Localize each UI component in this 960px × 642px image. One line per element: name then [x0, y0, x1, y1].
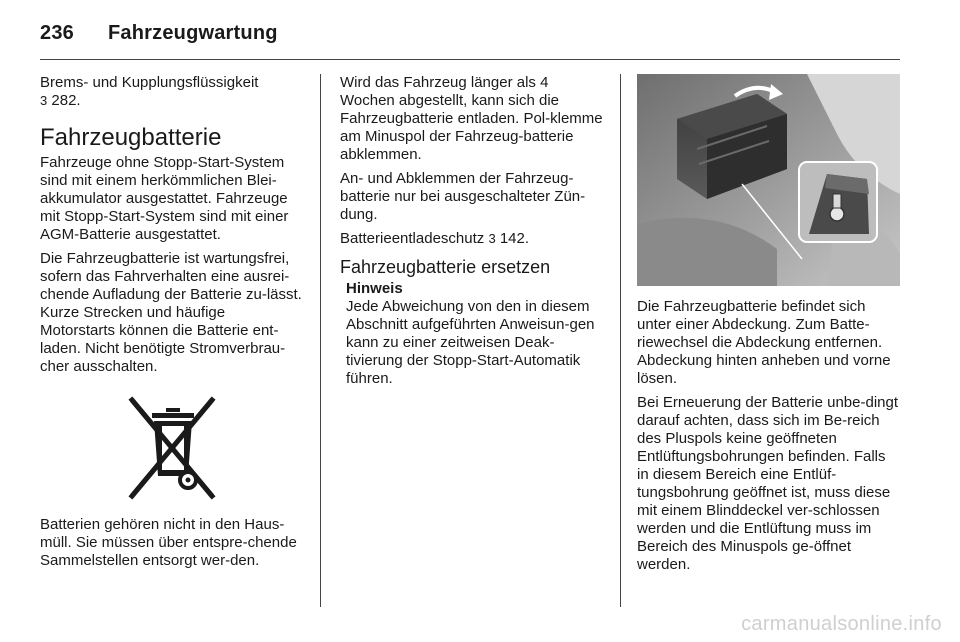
- reference-page: 142.: [499, 230, 530, 247]
- paragraph-disposal: Batterien gehören nicht in den Haus-müll. Sie müssen über entspre-chende Sammelstellen entsorgt wer-den.: [40, 516, 297, 569]
- subsection-heading: Fahrzeugbatterie ersetzen: [340, 257, 551, 277]
- section-heading: Fahrzeugbatterie: [40, 124, 222, 151]
- paragraph-long-storage: Wird das Fahrzeug länger als 4 Wochen abgestellt, kann sich die Fahrzeugbatterie entladen. Pol-klemme am Minuspol der Fahrzeug-batterie abklemmen.: [340, 74, 603, 163]
- battery-cover-photo: [637, 74, 900, 286]
- reference-page: 282.: [51, 92, 81, 109]
- paragraph-vent-holes: Bei Erneuerung der Batterie unbe-dingt darauf achten, dass sich im Be-reich des Pluspols keine geöffneten Entlüftungsbohrungen befinden. Falls in diesem Bereich eine Entlüf-tungsbohrung geöffnet ist, muss diese mit einem Blinddeckel ver-schlossen werden und die Entlüftung muss im Bereich des Minuspols ge-öffnet werden.: [637, 394, 899, 573]
- cross-reference-brake-fluid: [40, 74, 303, 110]
- reference-arrow-icon: 3: [40, 93, 48, 108]
- note-text: Jede Abweichung von den in diesem Abschnitt aufgeführten Anweisun-gen kann zu einer zeitweisen Deak-tivierung der Stopp-Start-Automatik führen.: [346, 298, 595, 387]
- note-box: [340, 280, 604, 388]
- column-2: [340, 74, 604, 388]
- watermark: carmanualsonline.info: [741, 613, 942, 635]
- paragraph-cover-removal: Die Fahrzeugbatterie befindet sich unter einer Abdeckung. Zum Batte-riewechsel die Abdeckung entfernen. Abdeckung hinten anheben und vorne lösen.: [637, 298, 891, 387]
- column-divider-1: [320, 74, 321, 607]
- note-title: Hinweis: [346, 280, 403, 297]
- cross-reference-discharge-protection: [340, 230, 604, 248]
- paragraph-maintenance-free: Die Fahrzeugbatterie ist wartungsfrei, sofern das Fahrverhalten eine ausrei-chende Aufladung der Batterie zu-lässt. Kurze Strecken und häufige Motorstarts können die Batterie ent-laden. Nicht benötigte Stromverbrau-cher ausschalten.: [40, 250, 302, 375]
- page-number: 236: [40, 21, 74, 44]
- paragraph-battery-types: Fahrzeuge ohne Stopp-Start-System sind mit einem herkömmlichen Blei-akkumulator ausgestattet. Fahrzeuge mit Stopp-Start-System sind mit einer AGM-Batterie ausgestattet.: [40, 154, 289, 243]
- paragraph-ignition-off: An- und Abklemmen der Fahrzeug-batterie nur bei ausgeschalteter Zün-dung.: [340, 170, 586, 223]
- header-rule: [40, 59, 900, 60]
- crossed-out-wheelie-bin-icon: [122, 394, 222, 502]
- chapter-title: Fahrzeugwartung: [107, 21, 278, 44]
- cross-reference-text: Brems- und Kupplungsflüssigkeit: [40, 74, 259, 91]
- column-divider-2: [620, 74, 621, 607]
- page-header: [40, 20, 278, 46]
- column-1: [40, 74, 303, 570]
- cross-reference-text: Batterieentladeschutz: [340, 230, 485, 247]
- column-3: [637, 74, 900, 574]
- reference-arrow-icon: 3: [488, 231, 496, 246]
